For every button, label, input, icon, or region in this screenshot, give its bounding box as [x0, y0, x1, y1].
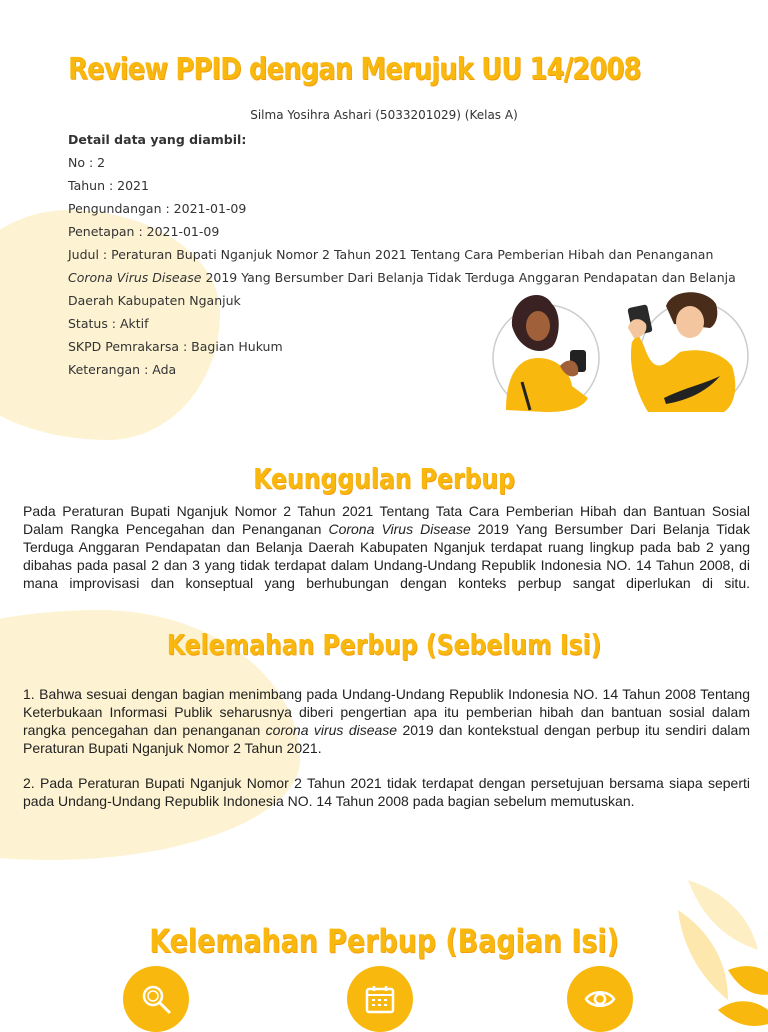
keunggulan-text-a: Pada Peraturan Bupati Nganjuk Nomor 2 Tahun 2021 Tentang Tata Cara Pemberian Hibah dan Bantuan Sosial Dalam Rangka Pencegahan dan Penanganan — [23, 503, 750, 537]
judul-rest: 2019 Yang Bersumber Dari Belanja Tidak Terduga Anggaran Pendapatan dan Belanja — [201, 270, 736, 285]
detail-keterangan: Keterangan : Ada — [68, 362, 177, 377]
detail-penetapan: Penetapan : 2021-01-09 — [68, 224, 220, 239]
detail-status: Status : Aktif — [68, 316, 149, 331]
keunggulan-text-b: 2019 Yang Bersumber Dari Belanja Tidak Terduga Anggaran Pendapatan dan Belanja Daerah Kabupaten Nganjuk terdapat ruang lingkup pada bab 2 yang dibahas pada pasal 2 dan 3 yang tidak terdapat dalam Undang-Undang Republik Indonesia NO. 14 Tahun 2008, di mana improvisasi dan konseptual yang berhubungan dengan konteks perbup sangat diperlukan di situ. — [23, 521, 750, 591]
kelemahan-sebelum-heading: Kelemahan Perbup (Sebelum Isi) — [166, 628, 602, 661]
kelemahan-point-2: 2. Pada Peraturan Bupati Nganjuk Nomor 2 Tahun 2021 tidak terdapat dengan persetujuan bersama siapa seperti pada Undang-Undang Republik Indonesia NO. 14 Tahun 2008 pada bagian sebelum memutuskan. — [23, 775, 750, 809]
man-with-phone-illustration — [624, 288, 752, 414]
detail-pengundangan: Pengundangan : 2021-01-09 — [68, 201, 247, 216]
woman-with-phone-illustration — [492, 286, 604, 414]
kelemahan-point-1 — [23, 685, 750, 757]
detail-heading: Detail data yang diambil: — [68, 132, 247, 147]
point-1-text-b: 2019 dan kontekstual dengan perbup itu sendiri dalam Peraturan Bupati Nganjuk Nomor 2 Tahun 2021. — [23, 722, 750, 756]
eye-icon — [567, 966, 633, 1032]
point-1-emphasis: corona virus disease — [265, 722, 398, 738]
detail-tahun: Tahun : 2021 — [68, 178, 149, 193]
keunggulan-paragraph — [23, 502, 750, 592]
judul-emphasis: Corona Virus Disease — [68, 270, 202, 285]
kelemahan-isi-heading: Kelemahan Perbup (Bagian Isi) — [149, 922, 619, 960]
search-icon — [123, 966, 189, 1032]
point-1-text-a: 1. Bahwa sesuai dengan bagian menimbang pada Undang-Undang Republik Indonesia NO. 14 Tahun 2008 Tentang Keterbukaan Informasi Publik seharusnya diberi pengertian apa itu pemberian hibah dan bantuan sosial dalam rangka pencegahan dan penanganan — [23, 686, 750, 738]
keunggulan-heading: Keunggulan Perbup — [253, 462, 515, 495]
detail-skpd: SKPD Pemrakarsa : Bagian Hukum — [68, 339, 283, 354]
detail-judul-line-1: Judul : Peraturan Bupati Nganjuk Nomor 2 Tahun 2021 Tentang Cara Pemberian Hibah dan Penanganan — [68, 247, 714, 262]
detail-no: No : 2 — [68, 155, 106, 170]
page-title: Review PPID dengan Merujuk UU 14/2008 — [68, 52, 641, 87]
author-line: Silma Yosihra Ashari (5033201029) (Kelas A) — [250, 108, 518, 122]
calendar-icon — [347, 966, 413, 1032]
detail-judul-line-3: Daerah Kabupaten Nganjuk — [68, 293, 241, 308]
keunggulan-emphasis: Corona Virus Disease — [328, 521, 471, 537]
